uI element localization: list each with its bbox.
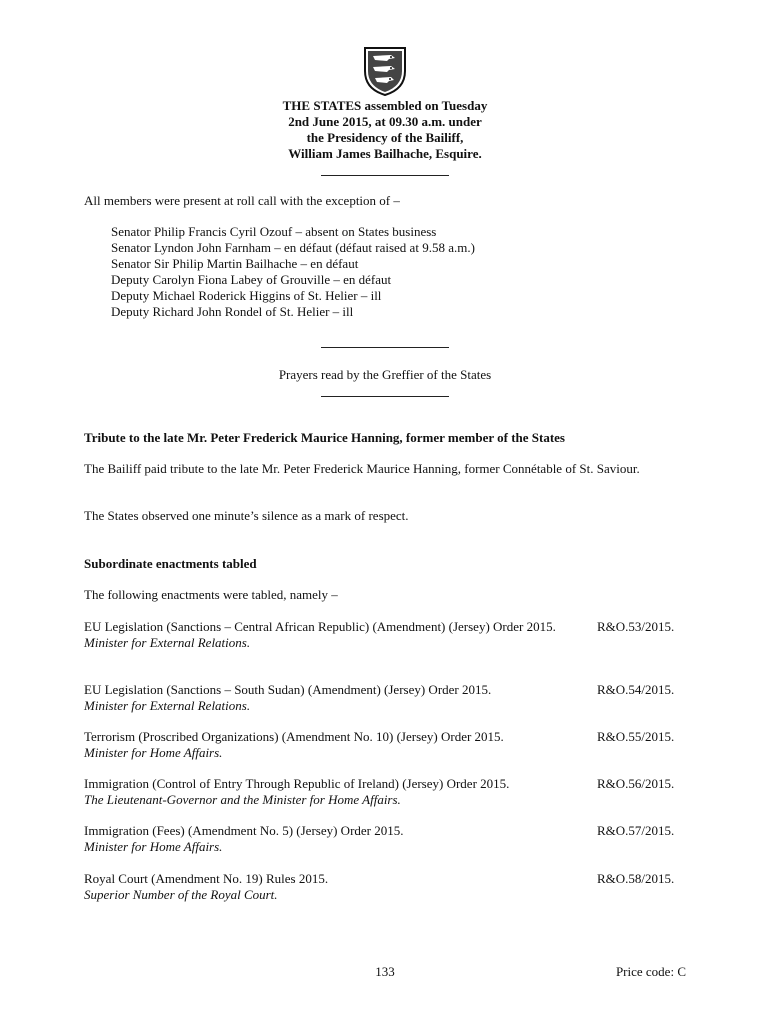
enactments-heading: Subordinate enactments tabled xyxy=(84,556,257,571)
enactment-minister: The Lieutenant-Governor and the Minister for Home Affairs. xyxy=(84,792,401,807)
enactment-minister: Minister for External Relations. xyxy=(84,635,251,650)
enactment-reference: R&O.54/2015. xyxy=(597,682,675,697)
enactment-minister: Minister for External Relations. xyxy=(84,698,251,713)
absentee-list xyxy=(111,224,671,320)
absentee-item: Deputy Carolyn Fiona Labey of Grouville – en défaut xyxy=(111,272,392,287)
enactment-minister: Superior Number of the Royal Court. xyxy=(84,887,278,902)
enactment-reference: R&O.55/2015. xyxy=(597,729,675,744)
enactments-intro: The following enactments were tabled, namely – xyxy=(84,587,338,602)
roll-call-intro: All members were present at roll call with the exception of – xyxy=(84,193,400,208)
jersey-crest-icon xyxy=(361,45,409,97)
enactment-reference: R&O.58/2015. xyxy=(597,871,675,886)
enactment-reference: R&O.53/2015. xyxy=(597,619,675,634)
absentee-item: Senator Sir Philip Martin Bailhache – en défaut xyxy=(111,256,359,271)
enactment-title: EU Legislation (Sanctions – Central African Republic) (Amendment) (Jersey) Order 2015. xyxy=(84,619,556,634)
enactment-title: EU Legislation (Sanctions – South Sudan) (Amendment) (Jersey) Order 2015. xyxy=(84,682,492,697)
price-code: Price code: C xyxy=(615,964,686,979)
enactment-title: Terrorism (Proscribed Organizations) (Amendment No. 10) (Jersey) Order 2015. xyxy=(84,729,504,744)
absentee-item: Deputy Michael Roderick Higgins of St. Helier – ill xyxy=(111,288,382,303)
heading-line-3: the Presidency of the Bailiff, xyxy=(306,130,464,145)
absentee-item: Deputy Richard John Rondel of St. Helier – ill xyxy=(111,304,354,319)
enactment-minister: Minister for Home Affairs. xyxy=(84,839,223,854)
divider-rule xyxy=(321,175,449,176)
heading-line-4: William James Bailhache, Esquire. xyxy=(288,146,482,161)
page-number: 133 xyxy=(375,964,395,979)
silence-text: The States observed one minute’s silence as a mark of respect. xyxy=(84,508,409,523)
absentee-item: Senator Lyndon John Farnham – en défaut (défaut raised at 9.58 a.m.) xyxy=(111,240,475,255)
prayers-note: Prayers read by the Greffier of the States xyxy=(278,367,492,382)
tribute-heading: Tribute to the late Mr. Peter Frederick Maurice Hanning, former member of the States xyxy=(84,430,565,445)
divider-rule xyxy=(321,396,449,397)
enactment-title: Royal Court (Amendment No. 19) Rules 2015. xyxy=(84,871,329,886)
session-heading xyxy=(185,98,585,162)
tribute-text: The Bailiff paid tribute to the late Mr. Peter Frederick Maurice Hanning, former Connétable of St. Saviour. xyxy=(84,461,640,476)
enactment-reference: R&O.57/2015. xyxy=(597,823,675,838)
enactment-reference: R&O.56/2015. xyxy=(597,776,675,791)
absentee-item: Senator Philip Francis Cyril Ozouf – absent on States business xyxy=(111,224,437,239)
divider-rule xyxy=(321,347,449,348)
enactment-title: Immigration (Fees) (Amendment No. 5) (Jersey) Order 2015. xyxy=(84,823,404,838)
enactment-minister: Minister for Home Affairs. xyxy=(84,745,223,760)
enactment-title: Immigration (Control of Entry Through Republic of Ireland) (Jersey) Order 2015. xyxy=(84,776,510,791)
heading-line-2: 2nd June 2015, at 09.30 a.m. under xyxy=(288,114,482,129)
heading-line-1: THE STATES assembled on Tuesday xyxy=(282,98,488,113)
